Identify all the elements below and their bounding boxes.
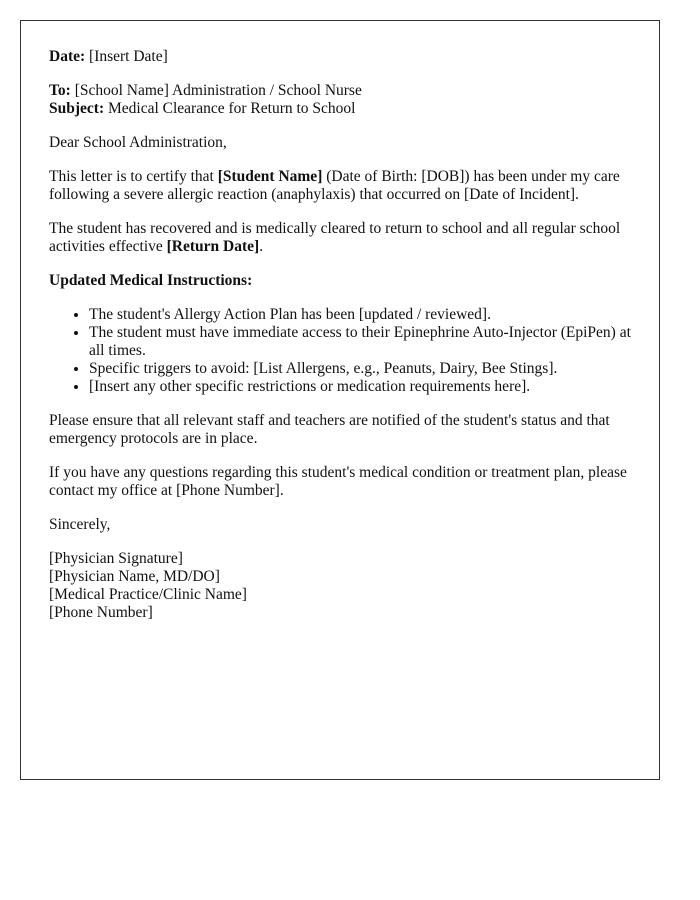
staff-notification-paragraph: Please ensure that all relevant staff and teachers are notified of the student's status and that emergency protocols are in place. (49, 412, 610, 447)
instructions-heading (49, 272, 631, 290)
header-block (49, 82, 631, 118)
para1-post: (Date of Birth: [DOB]) has been under my care following a severe allergic reaction (anaphylaxis) that occurred on [Date of Incident]. (49, 168, 620, 203)
instruction-item: • [Insert any other specific restrictions or medication requirements here]. (89, 378, 631, 396)
salutation: Dear School Administration, (49, 134, 227, 151)
student-name-placeholder: [Student Name] (217, 168, 323, 185)
subject-label: Subject: (49, 100, 105, 117)
clinic-name-line: [Medical Practice/Clinic Name] (49, 586, 247, 603)
date-line (49, 48, 631, 66)
signature-block (49, 550, 631, 622)
subject-value: Medical Clearance for Return to School (107, 100, 356, 117)
date-value: [Insert Date] (89, 48, 168, 65)
para2-pre: The student has recovered and is medically cleared to return to school and all regular school activities effective (49, 220, 621, 255)
para1-pre: This letter is to certify that (49, 168, 218, 185)
date-label: Date: (49, 48, 86, 65)
signature-line: [Physician Signature] (49, 550, 183, 567)
phone-number-line: [Phone Number] (49, 604, 153, 621)
instructions-heading-text: Updated Medical Instructions: (49, 272, 253, 289)
to-label: To: (49, 82, 71, 99)
instruction-item: • The student must have immediate access to their Epinephrine Auto-Injector (EpiPen) at all times. (89, 324, 631, 360)
letter-page (20, 20, 660, 780)
instruction-item: • Specific triggers to avoid: [List Allergens, e.g., Peanuts, Dairy, Bee Stings]. (89, 360, 631, 378)
to-value: [School Name] Administration / School Nurse (74, 82, 362, 99)
return-date-placeholder: [Return Date] (166, 238, 260, 255)
instruction-item: • The student's Allergy Action Plan has been [updated / reviewed]. (89, 306, 631, 324)
para2-post: . (259, 238, 264, 255)
clearance-paragraph (49, 220, 631, 256)
instructions-list (49, 306, 631, 396)
certification-paragraph (49, 168, 631, 204)
closing: Sincerely, (49, 516, 111, 533)
contact-paragraph: If you have any questions regarding this student's medical condition or treatment plan, please contact my office at [Phone Number]. (49, 464, 627, 499)
physician-name-line: [Physician Name, MD/DO] (49, 568, 220, 585)
